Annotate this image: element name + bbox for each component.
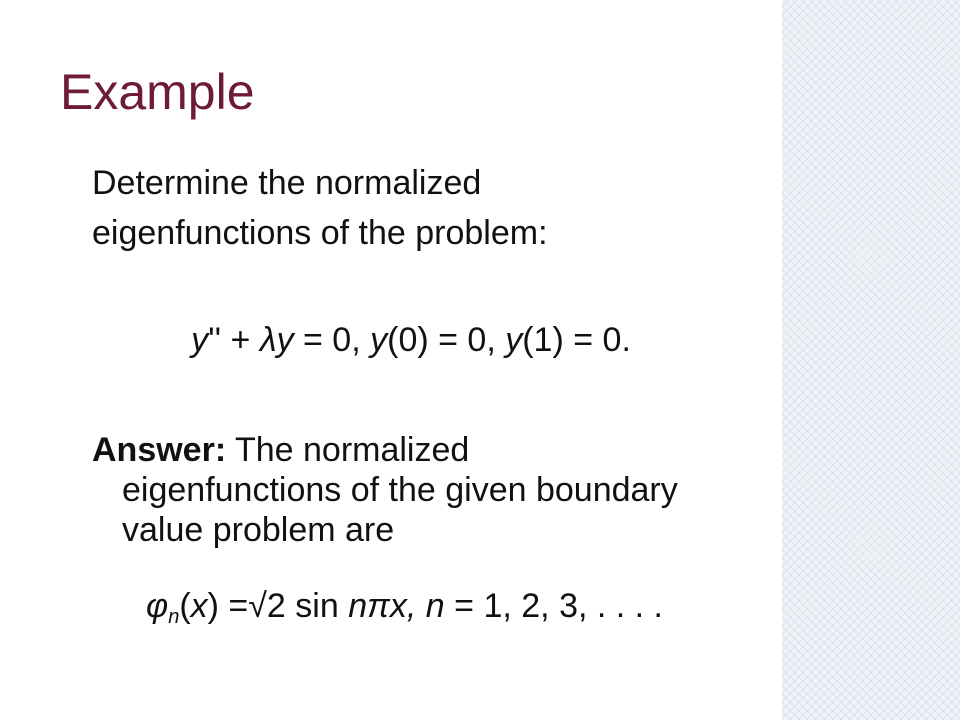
eq-y-4: y [505, 321, 523, 359]
eq-y-2: y [276, 321, 294, 359]
slide-title: Example [60, 64, 255, 120]
eq-y-3: y [370, 321, 388, 359]
formula-values: = 1, 2, 3, . . . . [444, 587, 663, 625]
formula-x: x [190, 587, 208, 625]
side-pattern-panel [782, 0, 960, 720]
answer-line-1 [92, 430, 782, 470]
formula-sqrt-sin: √2 sin [248, 587, 349, 625]
differential-equation [0, 318, 782, 362]
answer-line-3: value problem are [122, 511, 395, 549]
eigenfunction-formula [146, 584, 663, 639]
problem-line-2: eigenfunctions of the problem: [92, 214, 548, 252]
answer-block [92, 430, 782, 550]
formula-subscript-n: n [168, 606, 180, 628]
formula-n: n [425, 587, 445, 625]
answer-text-1: The normalized [226, 431, 470, 469]
answer-label: Answer: [92, 431, 227, 469]
eq-equals-zero: = 0, [293, 321, 371, 359]
eq-boundary-0: (0) = 0, [387, 321, 506, 359]
formula-phi: φ [146, 587, 169, 625]
eq-double-prime: '' [208, 321, 222, 359]
formula-open-paren: ( [179, 587, 191, 625]
eq-y: y [191, 321, 209, 359]
problem-statement [92, 158, 548, 258]
formula-npix: nπx [348, 587, 407, 625]
eq-plus: + [221, 321, 260, 359]
formula-close-paren: ) = [207, 587, 249, 625]
problem-line-1: Determine the normalized [92, 164, 482, 202]
eq-boundary-1: (1) = 0. [522, 321, 631, 359]
eq-lambda: λ [259, 321, 277, 359]
answer-line-2: eigenfunctions of the given boundary [122, 471, 678, 509]
formula-comma: , [406, 587, 426, 625]
